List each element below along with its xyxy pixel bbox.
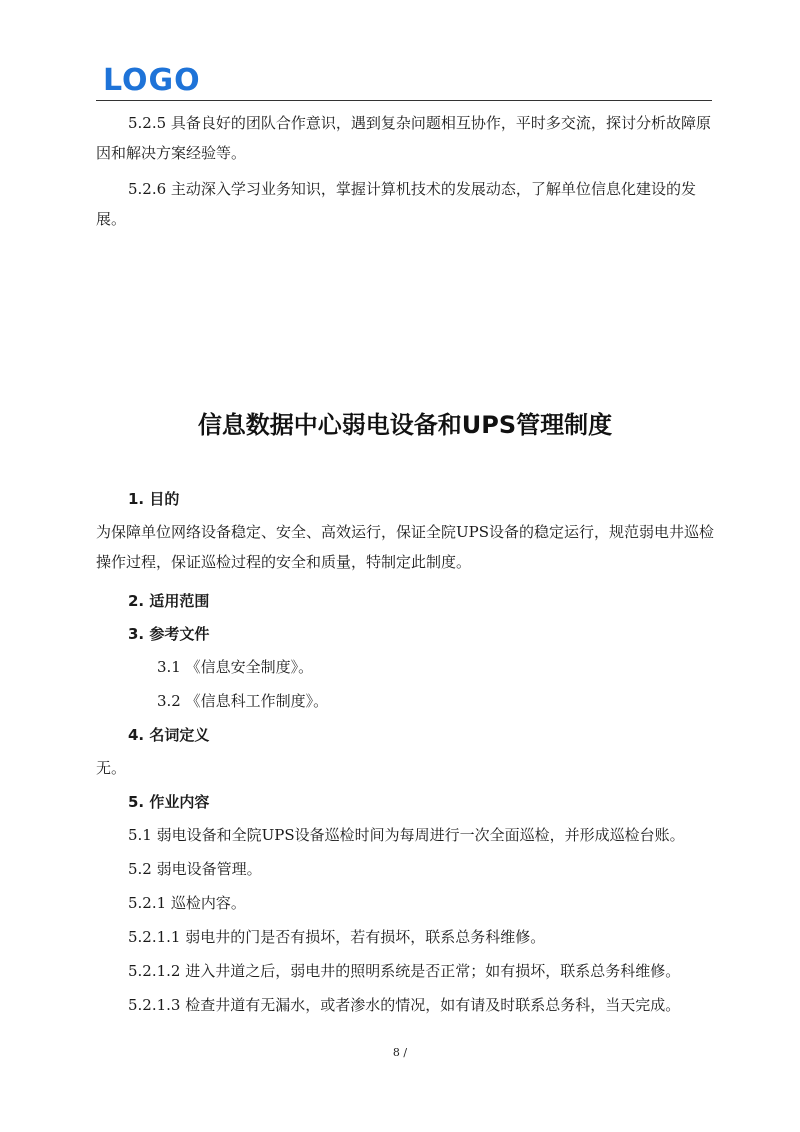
heading-purpose: 1. 目的 bbox=[128, 490, 180, 508]
item-5-2-1-2: 5.2.1.2 进入井道之后，弱电井的照明系统是否正常；如有损坏，联系总务科维修。 bbox=[128, 962, 681, 980]
reference-item-2: 3.2 《信息科工作制度》。 bbox=[157, 692, 329, 710]
header-divider bbox=[96, 100, 712, 101]
item-5-2-1-3: 5.2.1.3 检查井道有无漏水，或者渗水的情况，如有请及时联系总务科，当天完成。 bbox=[128, 996, 681, 1014]
logo: LOGO bbox=[103, 63, 201, 98]
heading-work-content: 5. 作业内容 bbox=[128, 793, 210, 811]
reference-item-1: 3.1 《信息安全制度》。 bbox=[157, 658, 314, 676]
paragraph-5-2-6: 5.2.6 主动深入学习业务知识，掌握计算机技术的发展动态，了解单位信息化建设的发展。 bbox=[96, 180, 696, 228]
definitions-text: 无。 bbox=[96, 759, 127, 777]
heading-scope: 2. 适用范围 bbox=[128, 592, 210, 610]
page-number: 8 / bbox=[392, 1046, 408, 1059]
heading-definitions: 4. 名词定义 bbox=[128, 726, 210, 744]
item-5-2: 5.2 弱电设备管理。 bbox=[128, 860, 262, 878]
item-5-1: 5.1 弱电设备和全院UPS设备巡检时间为每周进行一次全面巡检，并形成巡检台账。 bbox=[128, 826, 685, 844]
item-5-2-1-1: 5.2.1.1 弱电井的门是否有损坏，若有损坏，联系总务科维修。 bbox=[128, 928, 546, 946]
page-title: 信息数据中心弱电设备和UPS管理制度 bbox=[197, 411, 613, 439]
item-5-2-1: 5.2.1 巡检内容。 bbox=[128, 894, 246, 912]
paragraph-purpose: 为保障单位网络设备稳定、安全、高效运行，保证全院UPS设备的稳定运行，规范弱电井巡检操作过程，保证巡检过程的安全和质量，特制定此制度。 bbox=[96, 523, 715, 571]
heading-references: 3. 参考文件 bbox=[128, 625, 210, 643]
paragraph-5-2-5: 5.2.5 具备良好的团队合作意识，遇到复杂问题相互协作，平时多交流，探讨分析故障原因和解决方案经验等。 bbox=[96, 114, 711, 162]
